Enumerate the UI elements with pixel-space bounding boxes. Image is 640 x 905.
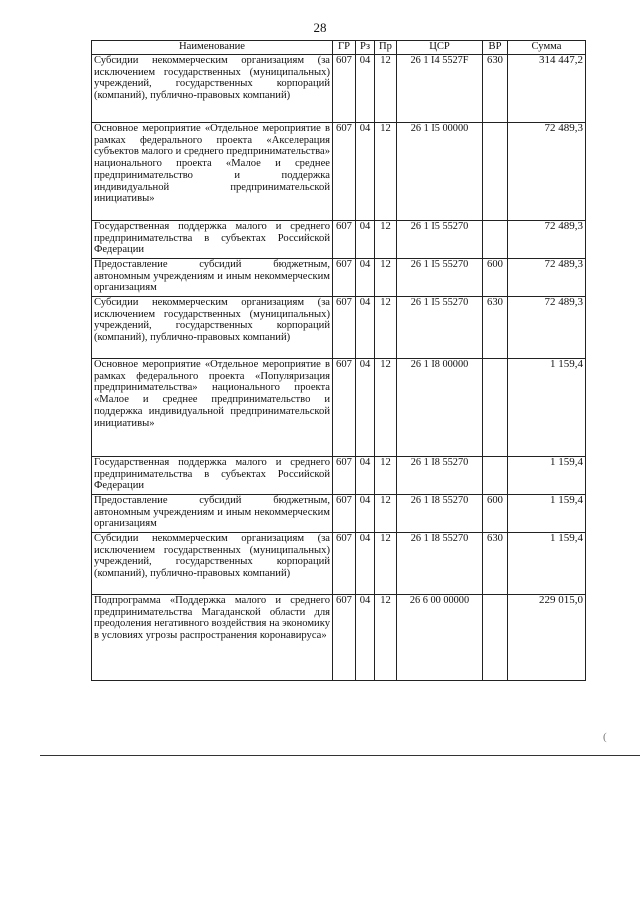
- table-row: [92, 533, 586, 595]
- table-row: [92, 495, 586, 533]
- row-csr: 26 1 I5 55270: [397, 297, 483, 359]
- row-name: Государственная поддержка малого и среднего предпринимательства в субъектах Российской Федерации: [92, 457, 333, 495]
- row-gr: 607: [333, 297, 356, 359]
- row-name: Подпрограмма «Поддержка малого и среднего предпринимательства Магаданской области для преодоления негативного воздействия на экономику в условиях угрозы распространения коронавируса»: [92, 595, 333, 681]
- row-rz: 04: [356, 259, 375, 297]
- row-rz: 04: [356, 55, 375, 123]
- row-rz: 04: [356, 533, 375, 595]
- column-header-name: Наименование: [92, 41, 333, 55]
- row-sum: 229 015,0: [508, 595, 586, 681]
- row-sum: 314 447,2: [508, 55, 586, 123]
- row-rz: 04: [356, 595, 375, 681]
- row-pr: 12: [375, 457, 397, 495]
- row-vr: 630: [483, 55, 508, 123]
- row-vr: [483, 359, 508, 457]
- table-row: [92, 457, 586, 495]
- row-vr: 630: [483, 297, 508, 359]
- row-csr: 26 1 I5 55270: [397, 221, 483, 259]
- row-rz: 04: [356, 123, 375, 221]
- row-name: Основное мероприятие «Отдельное мероприятие в рамках федерального проекта «Популяризация предпринимательства» национального проекта «Малое и среднее предпринимательство и поддержка индивидуальной предпринимательской инициативы»: [92, 359, 333, 457]
- row-rz: 04: [356, 221, 375, 259]
- row-vr: [483, 123, 508, 221]
- row-pr: 12: [375, 533, 397, 595]
- row-gr: 607: [333, 533, 356, 595]
- row-name: Субсидии некоммерческим организациям (за исключением государственных (муниципальных) учреждений, государственных корпораций (компаний), публично-правовых компаний): [92, 533, 333, 595]
- margin-mark: (: [603, 731, 607, 743]
- table-row: [92, 297, 586, 359]
- row-name: Субсидии некоммерческим организациям (за исключением государственных (муниципальных) учреждений, государственных корпораций (компаний), публично-правовых компаний): [92, 55, 333, 123]
- row-gr: 607: [333, 123, 356, 221]
- row-vr: 600: [483, 495, 508, 533]
- row-pr: 12: [375, 123, 397, 221]
- row-name: Субсидии некоммерческим организациям (за исключением государственных (муниципальных) учреждений, государственных корпораций (компаний), публично-правовых компаний): [92, 297, 333, 359]
- table-row: [92, 259, 586, 297]
- row-sum: 72 489,3: [508, 297, 586, 359]
- row-vr: [483, 221, 508, 259]
- table-header-row: [92, 41, 586, 55]
- table-row: [92, 359, 586, 457]
- row-gr: 607: [333, 221, 356, 259]
- page-number: 28: [313, 20, 327, 35]
- row-pr: 12: [375, 297, 397, 359]
- row-sum: 1 159,4: [508, 457, 586, 495]
- row-rz: 04: [356, 297, 375, 359]
- row-pr: 12: [375, 359, 397, 457]
- row-csr: 26 1 I4 5527F: [397, 55, 483, 123]
- row-csr: 26 6 00 00000: [397, 595, 483, 681]
- table-row: [92, 55, 586, 123]
- table-row: [92, 123, 586, 221]
- column-header-pr: Пр: [375, 41, 397, 55]
- row-sum: 72 489,3: [508, 259, 586, 297]
- column-header-rz: Рз: [356, 41, 375, 55]
- row-csr: 26 1 I8 00000: [397, 359, 483, 457]
- row-vr: 630: [483, 533, 508, 595]
- row-pr: 12: [375, 259, 397, 297]
- row-gr: 607: [333, 495, 356, 533]
- row-pr: 12: [375, 495, 397, 533]
- row-csr: 26 1 I8 55270: [397, 457, 483, 495]
- row-vr: 600: [483, 259, 508, 297]
- row-vr: [483, 595, 508, 681]
- table-row: [92, 595, 586, 681]
- row-csr: 26 1 I8 55270: [397, 533, 483, 595]
- row-rz: 04: [356, 359, 375, 457]
- column-header-csr: ЦСР: [397, 41, 483, 55]
- row-pr: 12: [375, 595, 397, 681]
- row-csr: 26 1 I8 55270: [397, 495, 483, 533]
- column-header-gr: ГР: [333, 41, 356, 55]
- row-sum: 1 159,4: [508, 533, 586, 595]
- row-gr: 607: [333, 259, 356, 297]
- row-gr: 607: [333, 457, 356, 495]
- row-gr: 607: [333, 595, 356, 681]
- table-row: [92, 221, 586, 259]
- row-gr: 607: [333, 359, 356, 457]
- row-name: Государственная поддержка малого и среднего предпринимательства в субъектах Российской Федерации: [92, 221, 333, 259]
- row-sum: 1 159,4: [508, 495, 586, 533]
- row-sum: 72 489,3: [508, 221, 586, 259]
- row-sum: 1 159,4: [508, 359, 586, 457]
- row-name: Предоставление субсидий бюджетным, автономным учреждениям и иным некоммерческим организациям: [92, 259, 333, 297]
- row-rz: 04: [356, 495, 375, 533]
- row-name: Основное мероприятие «Отдельное мероприятие в рамках федерального проекта «Акселерация субъектов малого и среднего предпринимательства» национального проекта «Малое и среднее предпринимательство и поддержка индивидуальной предпринимательской инициативы»: [92, 123, 333, 221]
- column-header-sum: Сумма: [508, 41, 586, 55]
- row-rz: 04: [356, 457, 375, 495]
- row-vr: [483, 457, 508, 495]
- row-pr: 12: [375, 221, 397, 259]
- row-csr: 26 1 I5 00000: [397, 123, 483, 221]
- row-sum: 72 489,3: [508, 123, 586, 221]
- row-pr: 12: [375, 55, 397, 123]
- row-csr: 26 1 I5 55270: [397, 259, 483, 297]
- page-bottom-rule: [40, 755, 640, 756]
- budget-table: [91, 40, 586, 681]
- column-header-vr: ВР: [483, 41, 508, 55]
- row-gr: 607: [333, 55, 356, 123]
- row-name: Предоставление субсидий бюджетным, автономным учреждениям и иным некоммерческим организациям: [92, 495, 333, 533]
